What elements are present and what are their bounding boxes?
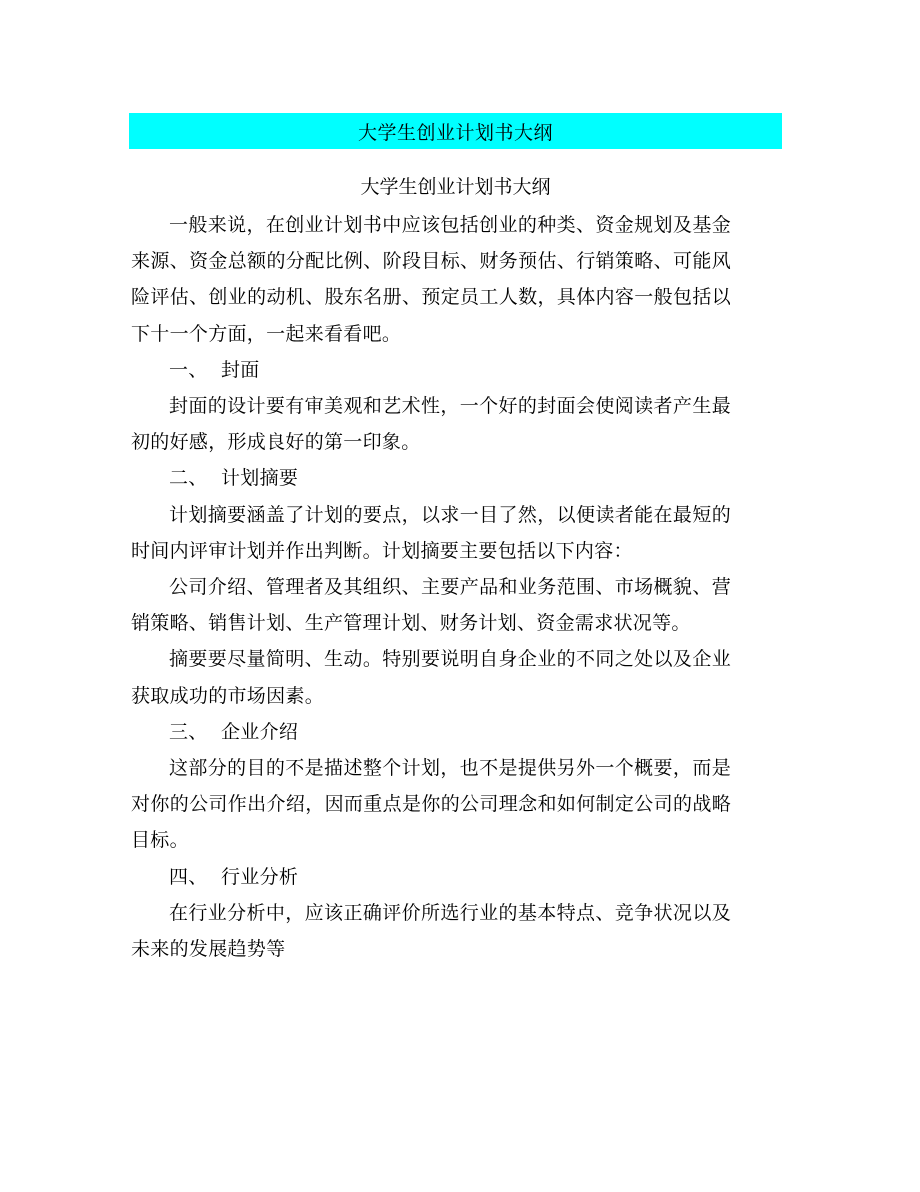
paragraph: 一般来说，在创业计划书中应该包括创业的种类、资金规划及基金来源、资金总额的分配比例、阶段目标、财务预估、行销策略、可能风险评估、创业的动机、股东名册、预定员工人数，具体内容一般包括以下十一个方面，一起来看看吧。 [131,214,731,345]
document-body [131,207,731,967]
header-title: 大学生创业计划书大纲 [357,121,553,144]
document-subtitle: 大学生创业计划书大纲 [360,176,551,198]
section-heading [131,714,731,750]
section-heading [131,460,731,496]
section-title: 计划摘要 [221,467,299,490]
section-title: 封面 [221,358,260,381]
section-number: 一、 [169,358,208,381]
section-number: 四、 [169,865,208,888]
paragraph: 公司介绍、管理者及其组织、主要产品和业务范围、市场概貌、营销策略、销售计划、生产管理计划、财务计划、资金需求状况等。 [131,576,731,635]
paragraph: 计划摘要涵盖了计划的要点，以求一目了然，以便读者能在最短的时间内评审计划并作出判断。计划摘要主要包括以下内容： [131,503,731,562]
section-heading [131,352,731,388]
section-heading [131,859,731,895]
paragraph: 这部分的目的不是描述整个计划，也不是提供另外一个概要，而是对你的公司作出介绍，因而重点是你的公司理念和如何制定公司的战略目标。 [131,757,731,852]
section-number: 三、 [169,720,208,743]
paragraph: 封面的设计要有审美观和艺术性，一个好的封面会使阅读者产生最初的好感，形成良好的第一印象。 [131,395,731,454]
paragraph: 在行业分析中，应该正确评价所选行业的基本特点、竞争状况以及未来的发展趋势等 [131,901,731,961]
section-number: 二、 [169,467,208,490]
section-title: 行业分析 [221,865,299,888]
title-banner [129,113,782,149]
paragraph: 摘要要尽量简明、生动。特别要说明自身企业的不同之处以及企业获取成功的市场因素。 [131,648,731,707]
section-title: 企业介绍 [221,720,299,743]
